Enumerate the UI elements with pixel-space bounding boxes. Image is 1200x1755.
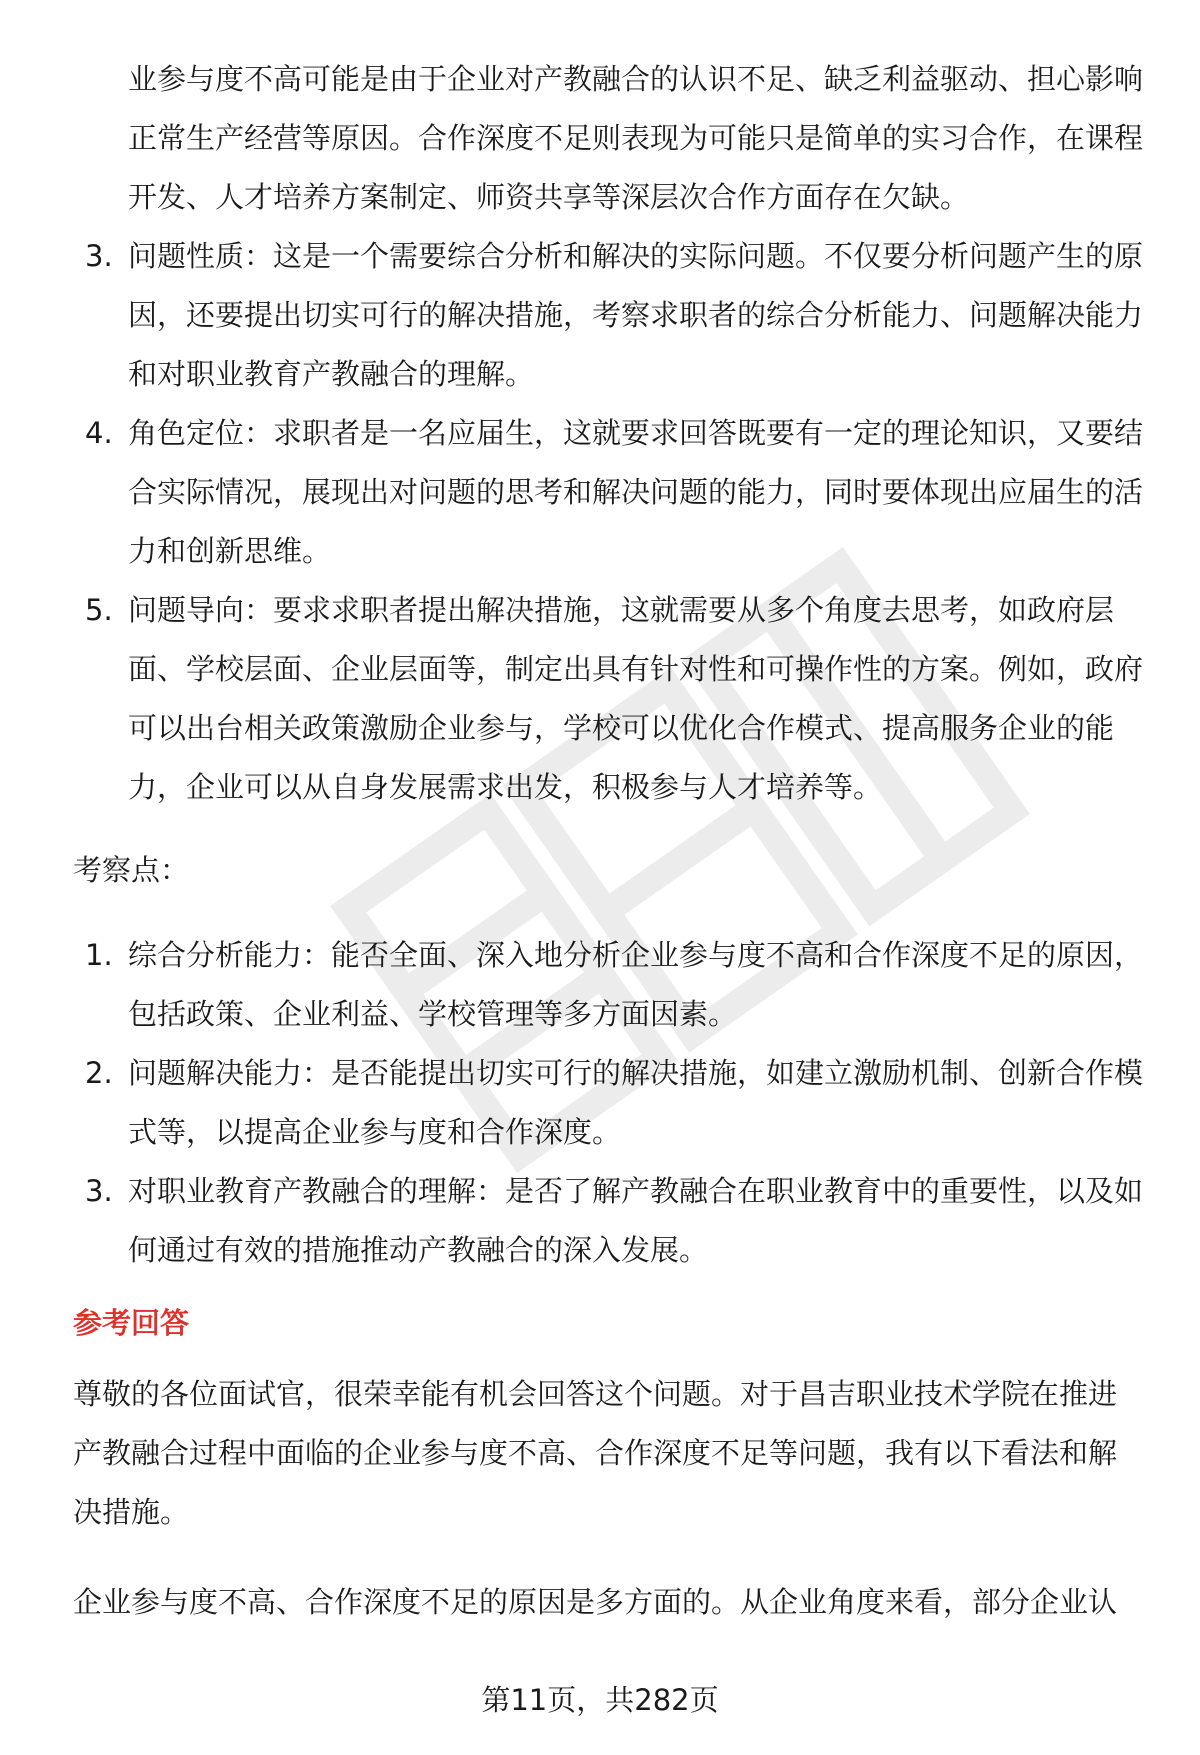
list-number: 3. xyxy=(85,1174,113,1208)
list-item-text: 角色定位：求职者是一名应届生，这就要求回答既要有一定的理论知识，又要结合实际情况，展现出对问题的思考和解决问题的能力，同时要体现出应届生的活力和创新思维。 xyxy=(128,416,1144,568)
list-number: 2. xyxy=(85,1056,113,1090)
reference-paragraph: 尊敬的各位面试官，很荣幸能有机会回答这个问题。对于昌吉职业技术学院在推进产教融合过程中面临的企业参与度不高、合作深度不足等问题，我有以下看法和解决措施。 xyxy=(73,1377,1118,1529)
list-number: 5. xyxy=(85,593,113,627)
exam-points-label: 考察点： xyxy=(73,853,190,887)
list-item xyxy=(73,926,1143,1044)
reference-answer-heading: 参考回答 xyxy=(73,1306,190,1340)
page-footer: 第11页，共282页 xyxy=(481,1683,719,1717)
list-item xyxy=(73,227,1143,404)
list-item xyxy=(73,581,1143,817)
list-item-text: 综合分析能力：能否全面、深入地分析企业参与度不高和合作深度不足的原因，包括政策、企业利益、学校管理等多方面因素。 xyxy=(128,938,1144,1031)
exam-points-list xyxy=(73,926,1143,1280)
list-item-text: 问题性质：这是一个需要综合分析和解决的实际问题。不仅要分析问题产生的原因，还要提出切实可行的解决措施，考察求职者的综合分析能力、问题解决能力和对职业教育产教融合的理解。 xyxy=(128,239,1144,391)
reference-paragraph: 企业参与度不高、合作深度不足的原因是多方面的。从企业角度来看，部分企业认 xyxy=(73,1585,1118,1619)
list-item-text: 问题导向：要求求职者提出解决措施，这就需要从多个角度去思考，如政府层面、学校层面、企业层面等，制定出具有针对性和可操作性的方案。例如，政府可以出台相关政策激励企业参与，学校可以优化合作模式、提高服务企业的能力，企业可以从自身发展需求出发，积极参与人才培养等。 xyxy=(128,593,1144,804)
list-number: 4. xyxy=(85,416,113,450)
list-item xyxy=(73,1044,1143,1162)
analysis-list xyxy=(73,227,1143,817)
list-item xyxy=(73,1162,1143,1280)
document-body xyxy=(73,50,1143,1632)
list-number: 1. xyxy=(85,938,113,972)
list-item-text: 问题解决能力：是否能提出切实可行的解决措施，如建立激励机制、创新合作模式等，以提高企业参与度和合作深度。 xyxy=(128,1056,1144,1149)
list-item xyxy=(73,404,1143,581)
list-item-text: 对职业教育产教融合的理解：是否了解产教融合在职业教育中的重要性，以及如何通过有效的措施推动产教融合的深入发展。 xyxy=(128,1174,1144,1267)
list-number: 3. xyxy=(85,239,113,273)
continued-paragraph: 业参与度不高可能是由于企业对产教融合的认识不足、缺乏利益驱动、担心影响正常生产经营等原因。合作深度不足则表现为可能只是简单的实习合作，在课程开发、人才培养方案制定、师资共享等深层次合作方面存在欠缺。 xyxy=(128,62,1144,214)
